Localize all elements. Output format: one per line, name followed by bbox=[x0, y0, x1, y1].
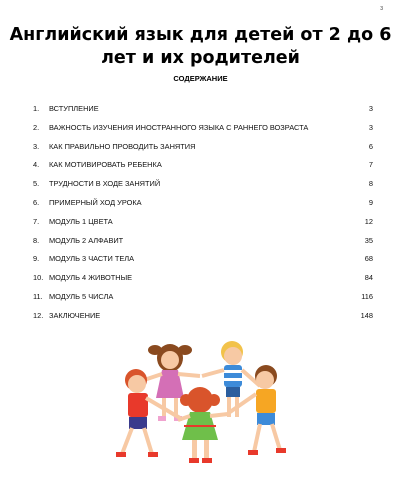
toc-entry-title[interactable]: МОДУЛЬ 5 ЧИСЛА bbox=[49, 291, 114, 301]
toc-entry-page: 6 bbox=[368, 141, 373, 151]
toc-entry-title[interactable]: КАК ПРАВИЛЬНО ПРОВОДИТЬ ЗАНЯТИЯ bbox=[49, 141, 196, 151]
toc-entry-number: 10. bbox=[33, 273, 44, 283]
toc-entry-number: 7. bbox=[33, 216, 40, 226]
toc-entry-title[interactable]: ТРУДНОСТИ В ХОДЕ ЗАНЯТИЙ bbox=[49, 179, 161, 189]
title-line-2: лет и их родителей bbox=[101, 48, 300, 68]
title-line-1: Английский язык для детей от 2 до 6 bbox=[9, 25, 392, 45]
toc-entry-title[interactable]: ПРИМЕРНЫЙ ХОД УРОКА bbox=[49, 197, 142, 207]
toc-entry-title[interactable]: МОДУЛЬ 2 АЛФАВИТ bbox=[49, 235, 124, 245]
toc-entry-title[interactable]: ВСТУПЛЕНИЕ bbox=[49, 104, 99, 113]
toc-entry[interactable] bbox=[33, 254, 381, 273]
toc-entry-title[interactable]: МОДУЛЬ 3 ЧАСТИ ТЕЛА bbox=[49, 254, 135, 264]
toc-entry-number: 8. bbox=[33, 235, 40, 245]
toc-entry-number: 4. bbox=[33, 160, 40, 170]
toc-entry[interactable] bbox=[33, 236, 381, 255]
toc-entry-page: 84 bbox=[364, 273, 373, 283]
toc-entry[interactable] bbox=[33, 160, 381, 179]
toc-entry-number: 12. bbox=[33, 310, 44, 320]
toc-entry-page: 9 bbox=[368, 197, 373, 207]
toc-entry-number: 6. bbox=[33, 197, 40, 207]
girl-green-dress-figure bbox=[178, 387, 228, 463]
toc-entry[interactable] bbox=[33, 217, 381, 236]
toc-entry[interactable] bbox=[33, 123, 381, 142]
document-title bbox=[0, 24, 401, 70]
toc-entry-title[interactable]: КАК МОТИВИРОВАТЬ РЕБЕНКА bbox=[49, 160, 162, 170]
toc-entry[interactable] bbox=[33, 104, 381, 123]
toc-entry-number: 1. bbox=[33, 104, 40, 113]
toc-entry-page: 3 bbox=[368, 104, 373, 113]
toc-entry[interactable] bbox=[33, 311, 381, 330]
toc-entry[interactable] bbox=[33, 292, 381, 311]
toc-entry-page: 68 bbox=[364, 254, 373, 264]
toc-entry[interactable] bbox=[33, 198, 381, 217]
toc-entry-page: 3 bbox=[368, 122, 373, 132]
toc-entry-title[interactable]: МОДУЛЬ 4 ЖИВОТНЫЕ bbox=[49, 273, 133, 283]
toc-entry-page: 116 bbox=[361, 291, 373, 301]
toc-entry-title[interactable]: ЗАКЛЮЧЕНИЕ bbox=[49, 310, 101, 320]
toc-entry-page: 8 bbox=[368, 179, 373, 189]
toc-entry-number: 3. bbox=[33, 141, 40, 151]
toc-entry-title[interactable]: ВАЖНОСТЬ ИЗУЧЕНИЯ ИНОСТРАННОГО ЯЗЫКА С РАННЕГО ВОЗРАСТА bbox=[49, 122, 309, 132]
toc-entry-page: 148 bbox=[360, 310, 373, 320]
toc-entry-number: 9. bbox=[33, 254, 40, 264]
contents-heading: СОДЕРЖАНИЕ bbox=[173, 74, 228, 83]
toc-entry-page: 35 bbox=[364, 235, 373, 245]
toc-entry[interactable] bbox=[33, 273, 381, 292]
toc-entry-page: 7 bbox=[368, 160, 373, 170]
toc-entry-number: 2. bbox=[33, 122, 40, 132]
toc-entry-number: 5. bbox=[33, 179, 40, 189]
page-number: 3 bbox=[380, 6, 383, 12]
toc-entry-title[interactable]: МОДУЛЬ 1 ЦВЕТА bbox=[49, 216, 113, 226]
table-of-contents bbox=[33, 104, 381, 330]
children-dancing-in-circle-illustration bbox=[100, 328, 300, 470]
toc-entry-number: 11. bbox=[33, 291, 43, 301]
toc-entry[interactable] bbox=[33, 142, 381, 161]
toc-entry-page: 12 bbox=[364, 216, 373, 226]
toc-entry[interactable] bbox=[33, 179, 381, 198]
